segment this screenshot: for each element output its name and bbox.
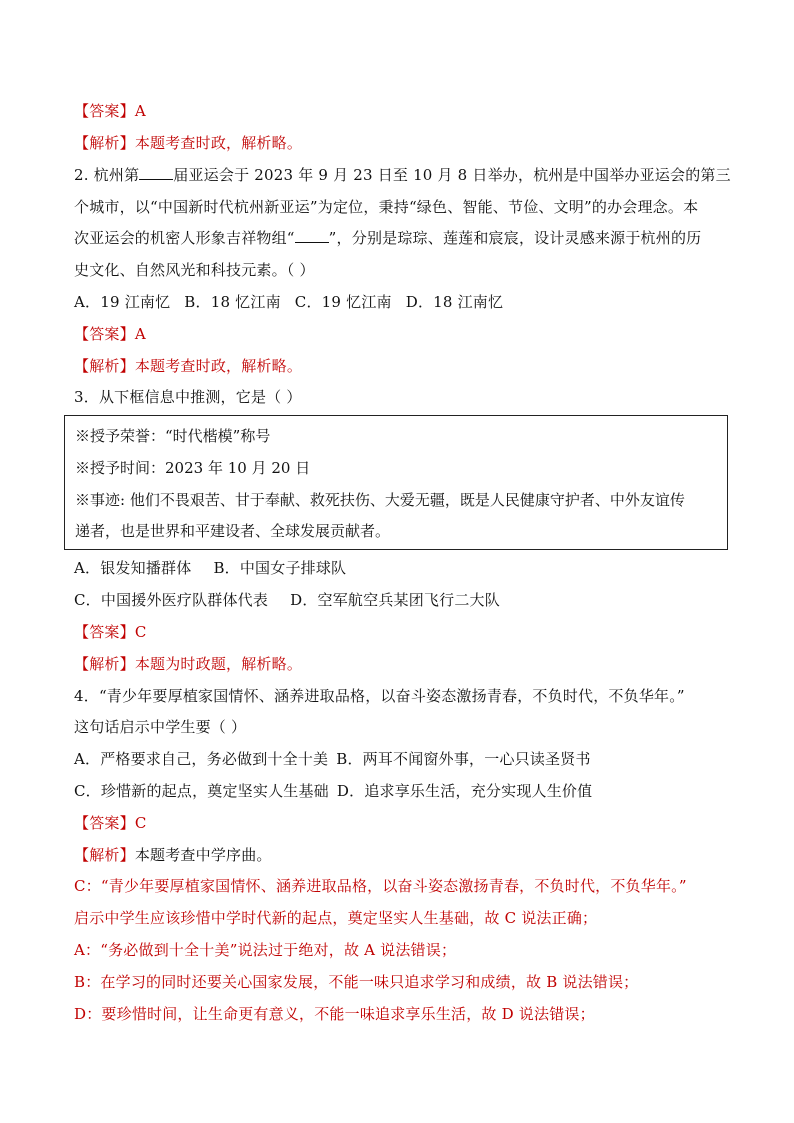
analysis-label: 【解析】 bbox=[74, 655, 135, 673]
q2-stem-part: 次亚运会的机密人形象吉祥物组“ bbox=[74, 229, 295, 247]
q3-info-box bbox=[64, 415, 728, 550]
q2-answer bbox=[74, 324, 146, 344]
q4-option-c: C．珍惜新的起点，奠定坚实人生基础 bbox=[74, 782, 329, 800]
q2-stem-line4: 史文化、自然风光和科技元素。（ ） bbox=[74, 261, 315, 279]
q4-option-d: D．追求享乐生活，充分实现人生价值 bbox=[336, 782, 593, 800]
q3-answer-value: C bbox=[134, 623, 147, 641]
q1-answer-value: A bbox=[134, 102, 146, 120]
q4-detail-a: A：“务必做到十全十美”说法过于绝对，故 A 说法错误； bbox=[74, 941, 457, 959]
q4-detail-b: B：在学习的同时还要关心国家发展，不能一味只追求学习和成绩，故 B 说法错误； bbox=[74, 973, 639, 991]
q3-box-honor: ※授予荣誉：“时代楷模”称号 bbox=[75, 427, 271, 445]
q3-analysis-text: 本题为时政题，解析略。 bbox=[134, 655, 303, 673]
q2-option-c: C．19 忆江南 bbox=[294, 293, 392, 311]
q4-options-row2 bbox=[74, 781, 592, 801]
q4-detail-c-1: C：“青少年要厚植家国情怀、涵养进取品格，以奋斗姿态激扬青春，不负时代，不负华年。” bbox=[74, 877, 687, 895]
q3-option-b: B．中国女子排球队 bbox=[213, 559, 347, 577]
q2-stem-line3 bbox=[74, 228, 701, 248]
answer-label: 【答案】 bbox=[74, 102, 135, 120]
q1-analysis bbox=[74, 133, 302, 153]
q2-option-d: D．18 江南忆 bbox=[405, 293, 504, 311]
q3-options-row2 bbox=[74, 590, 500, 610]
q4-analysis-text: 本题考查中学序曲。 bbox=[134, 846, 272, 864]
q2-answer-value: A bbox=[134, 325, 146, 343]
q2-blank-1 bbox=[139, 165, 173, 180]
q2-analysis bbox=[74, 356, 302, 376]
q4-analysis bbox=[74, 845, 272, 865]
q4-answer-value: C bbox=[134, 814, 147, 832]
q2-stem-part: 届亚运会于 2023 年 9 月 23 日至 10 月 8 日举办，杭州是中国举办亚运会的第三 bbox=[173, 166, 731, 184]
q4-detail-c-2: 启示中学生应该珍惜中学时代新的起点，奠定坚实人生基础，故 C 说法正确； bbox=[74, 909, 598, 927]
q4-option-a: A．严格要求自己，务必做到十全十美 bbox=[74, 750, 329, 768]
q2-stem-line2: 个城市，以“中国新时代杭州新亚运”为定位，秉持“绿色、智能、节俭、文明”的办会理念。本 bbox=[74, 198, 699, 216]
q1-answer bbox=[74, 101, 146, 121]
q4-option-b: B．两耳不闻窗外事，一心只读圣贤书 bbox=[336, 750, 591, 768]
answer-label: 【答案】 bbox=[74, 623, 135, 641]
q3-box-deeds-2: 递者，也是世界和平建设者、全球发展贡献者。 bbox=[75, 522, 391, 540]
q4-stem-line1: 4．“青少年要厚植家国情怀、涵养进取品格，以奋斗姿态激扬青春，不负时代，不负华年。” bbox=[74, 687, 685, 705]
q3-stem: 3．从下框信息中推测，它是（ ） bbox=[74, 388, 302, 406]
q2-analysis-text: 本题考查时政，解析略。 bbox=[134, 357, 303, 375]
q2-stem-part: 2. 杭州第 bbox=[74, 166, 140, 184]
q3-box-deeds-1: ※事迹: 他们不畏艰苦、甘于奉献、救死扶伤、大爱无疆，既是人民健康守护者、中外友谊传 bbox=[75, 491, 685, 509]
q2-stem-line1 bbox=[74, 165, 731, 185]
q4-options-row1 bbox=[74, 749, 591, 769]
q2-stem-part: ”，分别是琮琮、莲莲和宸宸，设计灵感来源于杭州的历 bbox=[328, 229, 702, 247]
q2-blank-2 bbox=[295, 228, 329, 243]
analysis-label: 【解析】 bbox=[74, 134, 135, 152]
analysis-label: 【解析】 bbox=[74, 357, 135, 375]
q3-option-c: C．中国援外医疗队群体代表 bbox=[74, 591, 269, 609]
q2-options bbox=[74, 292, 503, 312]
q3-option-a: A．银发知播群体 bbox=[74, 559, 192, 577]
q4-detail-d: D：要珍惜时间，让生命更有意义，不能一味追求享乐生活，故 D 说法错误； bbox=[74, 1005, 595, 1023]
answer-label: 【答案】 bbox=[74, 325, 135, 343]
q3-answer bbox=[74, 622, 147, 642]
q4-stem-line2: 这句话启示中学生要（ ） bbox=[74, 718, 247, 736]
q3-option-d: D．空军航空兵某团飞行二大队 bbox=[290, 591, 500, 609]
analysis-label: 【解析】 bbox=[74, 846, 135, 864]
answer-label: 【答案】 bbox=[74, 814, 135, 832]
q1-analysis-text: 本题考查时政，解析略。 bbox=[134, 134, 303, 152]
q2-option-a: A．19 江南忆 bbox=[74, 293, 171, 311]
q3-box-date: ※授予时间：2023 年 10 月 20 日 bbox=[75, 459, 311, 477]
q4-answer bbox=[74, 813, 147, 833]
q3-analysis bbox=[74, 654, 302, 674]
q2-option-b: B．18 忆江南 bbox=[184, 293, 281, 311]
q3-options-row1 bbox=[74, 558, 346, 578]
